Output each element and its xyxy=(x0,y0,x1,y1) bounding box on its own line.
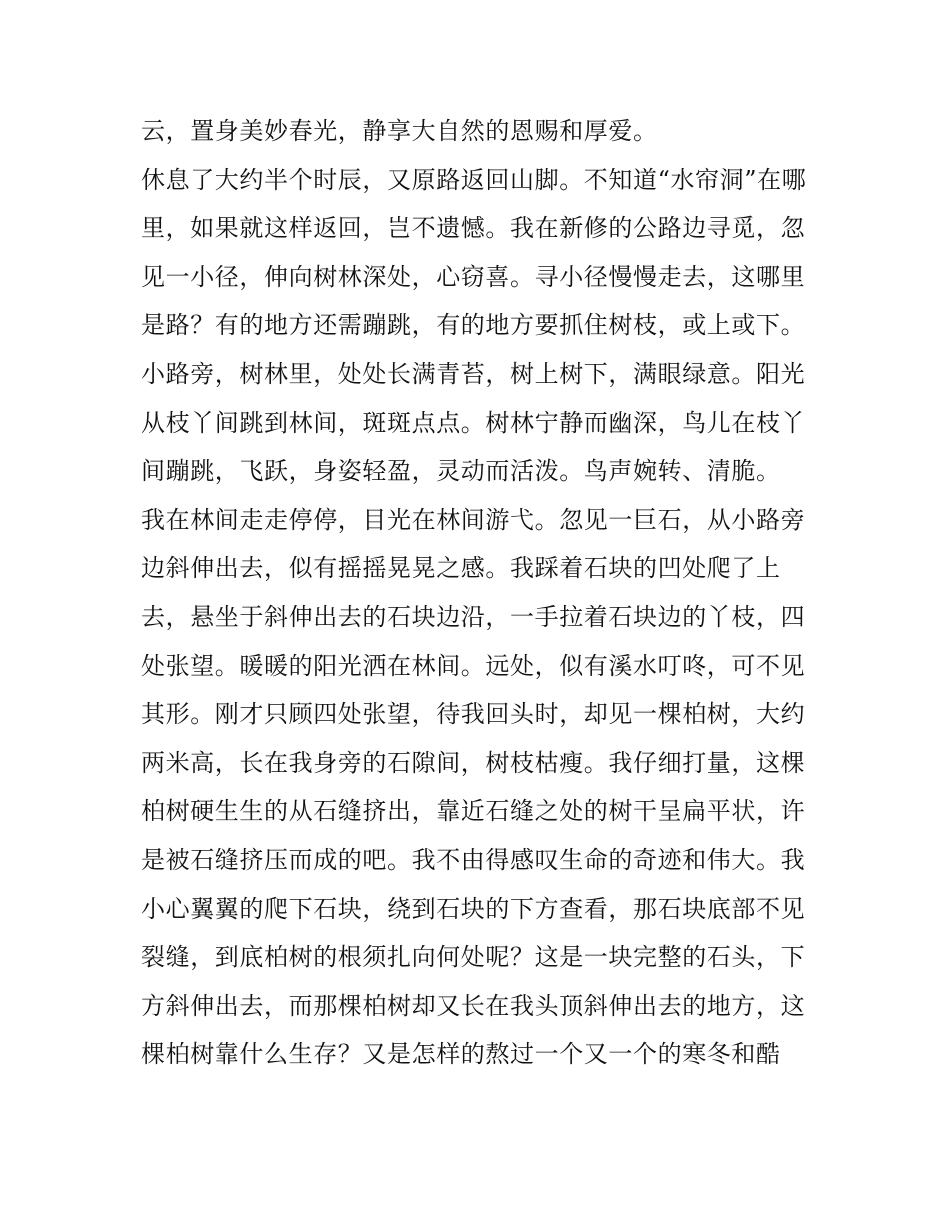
text-line: 见一小径，伸向树林深处，心窃喜。寻小径慢慢走去，这哪里 xyxy=(141,262,806,291)
text-line: 边斜伸出去，似有摇摇晃晃之感。我踩着石块的凹处爬了上 xyxy=(141,554,781,583)
text-line: 云，置身美妙春光，静享大自然的恩赐和厚爱。 xyxy=(141,117,658,145)
text-line: 小心翼翼的爬下石块，绕到石块的下方查看，那石块底部不见 xyxy=(141,894,806,923)
text-line: 间蹦跳，飞跃，身姿轻盈，灵动而活泼。鸟声婉转、清脆。 xyxy=(141,457,781,486)
text-line: 是路？有的地方还需蹦跳，有的地方要抓住树枝，或上或下。 xyxy=(141,311,806,340)
text-line: 里，如果就这样返回，岂不遗憾。我在新修的公路边寻觅，忽 xyxy=(141,214,806,243)
text-line: 是被石缝挤压而成的吧。我不由得感叹生命的奇迹和伟大。我 xyxy=(141,845,806,874)
text-line: 休息了大约半个时辰，又原路返回山脚。不知道“水帘洞”在哪 xyxy=(141,165,807,194)
text-line: 去，悬坐于斜伸出去的石块边沿，一手拉着石块边的丫枝，四 xyxy=(141,602,806,631)
body-text xyxy=(141,107,821,1079)
text-line: 处张望。暖暖的阳光洒在林间。远处，似有溪水叮咚，可不见 xyxy=(141,651,806,680)
text-line: 小路旁，树林里，处处长满青苔，树上树下，满眼绿意。阳光 xyxy=(141,359,806,388)
text-line: 柏树硬生生的从石缝挤出，靠近石缝之处的树干呈扁平状，许 xyxy=(141,797,806,826)
text-line: 从枝丫间跳到林间，斑斑点点。树林宁静而幽深，鸟儿在枝丫 xyxy=(141,408,806,437)
text-line: 其形。刚才只顾四处张望，待我回头时，却见一棵柏树，大约 xyxy=(141,700,806,729)
text-line: 两米高，长在我身旁的石隙间，树枝枯瘦。我仔细打量，这棵 xyxy=(141,748,806,777)
text-line: 我在林间走走停停，目光在林间游弋。忽见一巨石，从小路旁 xyxy=(141,505,806,534)
text-line: 方斜伸出去，而那棵柏树却又长在我头顶斜伸出去的地方，这 xyxy=(141,991,806,1020)
text-line: 棵柏树靠什么生存？又是怎样的熬过一个又一个的寒冬和酷 xyxy=(141,1040,781,1069)
text-line: 裂缝，到底柏树的根须扎向何处呢？这是一块完整的石头，下 xyxy=(141,943,806,972)
